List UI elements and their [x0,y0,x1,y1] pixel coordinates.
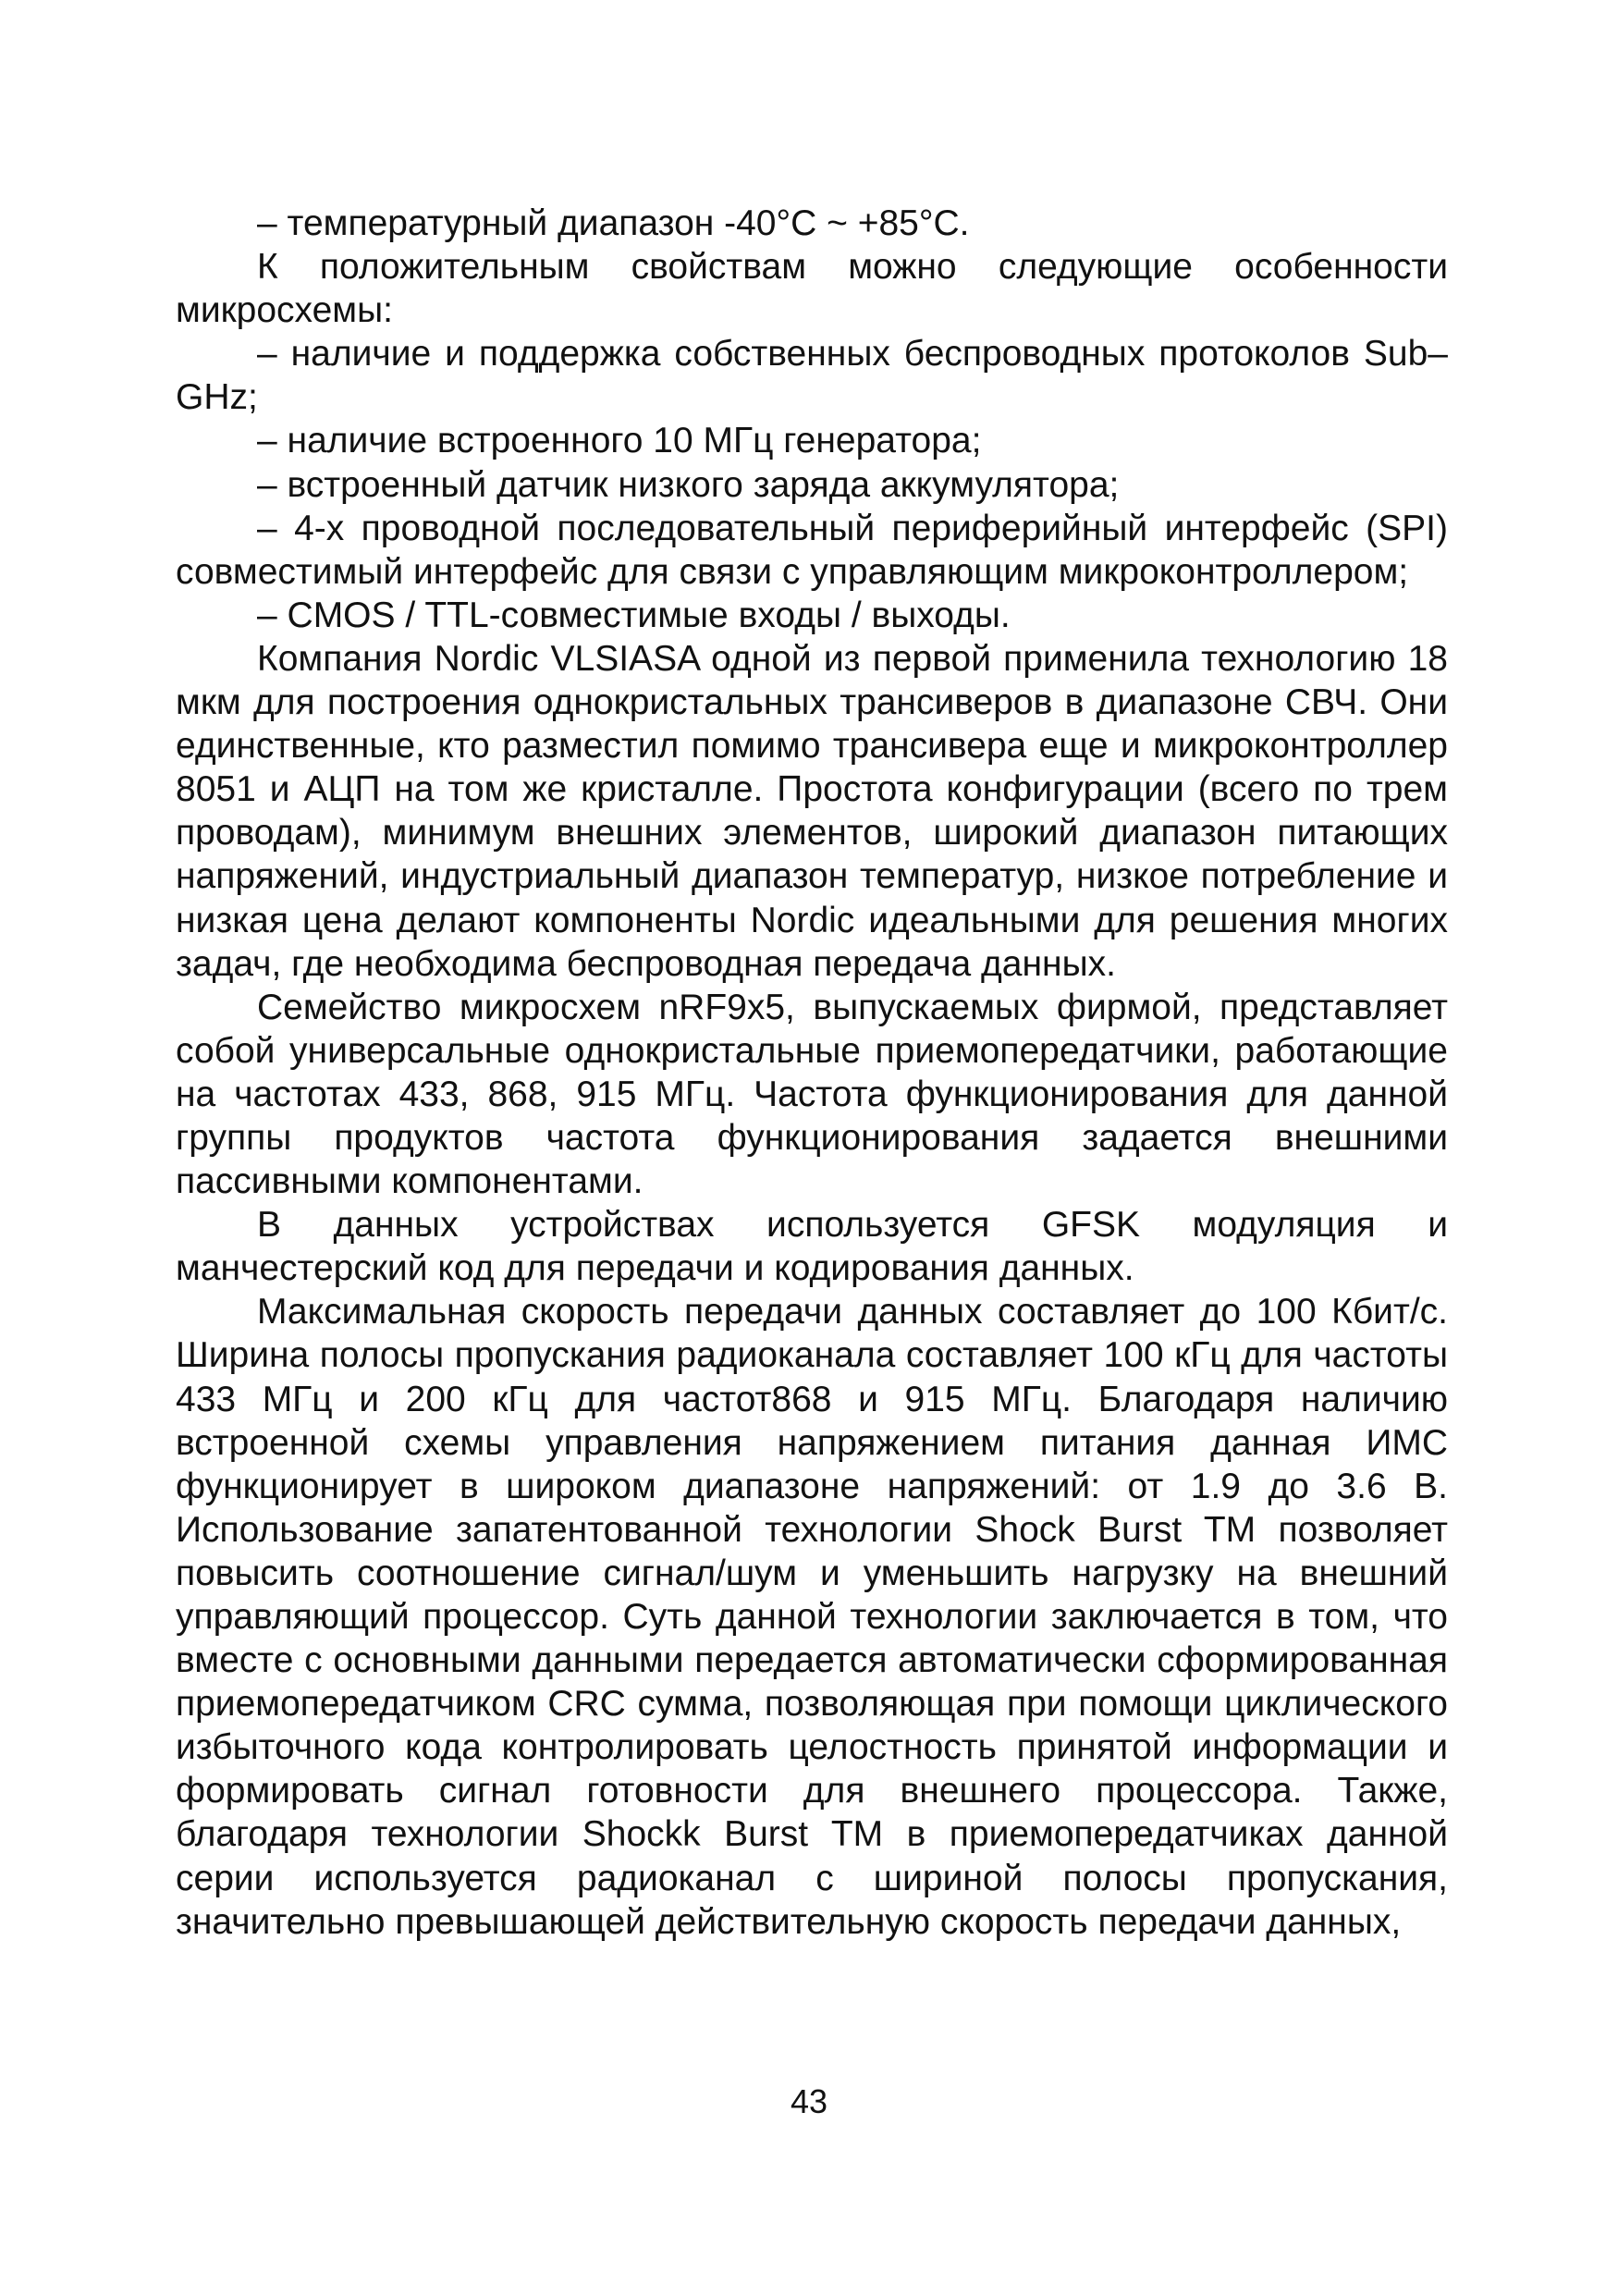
list-item-sub-ghz: – наличие и поддержка собственных беспроводных протоколов Sub–GHz; [176,334,1448,418]
paragraph-nrf9x5: Семейство микросхем nRF9x5, выпускаемых фирмой, представляет собой универсальные однокристальные приемопередатчики, работающие на частотах 433, 868, 915 МГц. Частота функционирования для данной группы продуктов частота функционирования задается внешними пассивными компонентами. [176,987,1448,1202]
list-item-temperature-range: – температурный диапазон -40°C ~ +85°C. [257,203,970,243]
list-item-spi-interface: – 4-х проводной последовательный периферийный интерфейс (SPI) совместимый интерфейс для связи с управляющим микроконтроллером; [176,508,1448,592]
paragraph-gfsk: В данных устройствах используется GFSK модуляция и манчестерский код для передачи и кодирования данных. [176,1205,1448,1289]
page-number: 43 [790,2082,828,2120]
body-text [176,202,1448,1944]
list-item-battery-sensor: – встроенный датчик низкого заряда аккумулятора; [257,464,1120,505]
paragraph-features-intro: К положительным свойствам можно следующие особенности микросхемы: [176,247,1448,331]
paragraph-nordic: Компания Nordic VLSIASA одной из первой применила технологию 18 мкм для построения однокристальных трансиверов в диапазоне СВЧ. Они единственные, кто разместил помимо трансивера еще и микроконтроллер 8051 и АЦП на том же кристалле. Простота конфигурации (всего по трем проводам), минимум внешних элементов, широкий диапазон питающих напряжений, индустриальный диапазон температур, низкое потребление и низкая цена делают компоненты Nordic идеальными для решения многих задач, где необходима беспроводная передача данных. [176,638,1448,984]
list-item-oscillator: – наличие встроенного 10 МГц генератора; [257,421,982,461]
paragraph-data-rate: Максимальная скорость передачи данных составляет до 100 Кбит/с. Ширина полосы пропускания радиоканала составляет 100 кГц для частоты 433 МГц и 200 кГц для частот868 и 915 МГц. Благодаря наличию встроенной схемы управления напряжением питания данная ИМС функционирует в широком диапазоне напряжений: от 1.9 до 3.6 В. Использование запатентованной технологии Shock Burst TM позволяет повысить соотношение сигнал/шум и уменьшить нагрузку на внешний управляющий процессор. Суть данной технологии заключается в том, что вместе с основными данными передается автоматически сформированная приемопередатчиком CRC сумма, позволяющая при помощи циклического избыточного кода контролировать целостность принятой информации и формировать сигнал готовности для внешнего процессора. Также, благодаря технологии Shockk Burst TM в приемопередатчиках данной серии используется радиоканал с шириной полосы пропускания, значительно превышающей действительную скорость передачи данных, [176,1292,1448,1942]
list-item-cmos-ttl: – CMOS / TTL-совместимые входы / выходы. [257,595,1011,635]
